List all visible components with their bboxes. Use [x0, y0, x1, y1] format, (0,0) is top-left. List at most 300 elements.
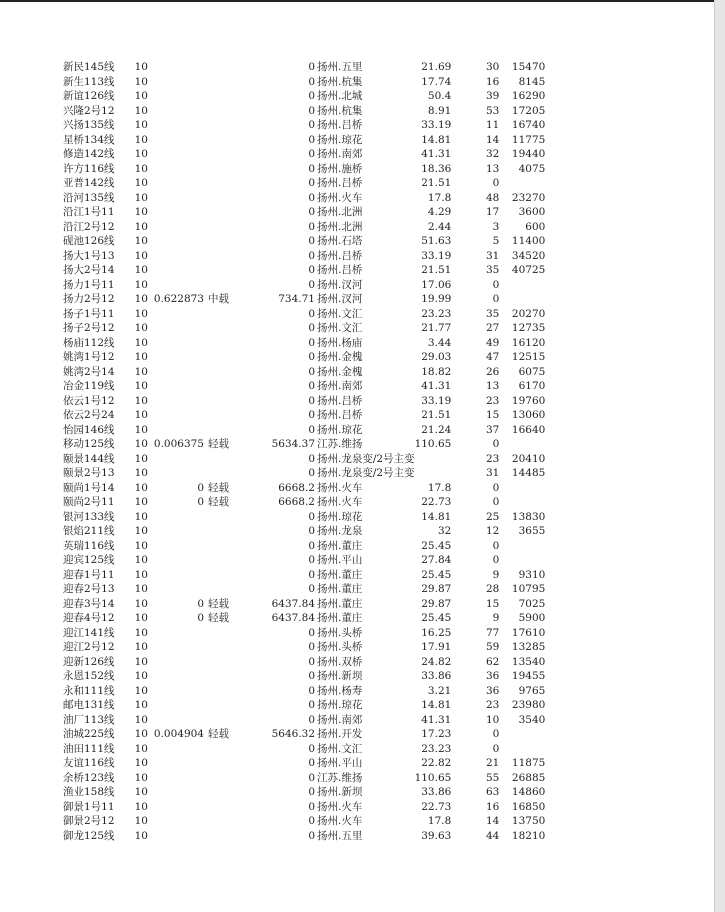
load-status-cell: [204, 626, 238, 641]
load-rate-cell: [148, 698, 204, 713]
load-status-cell: [204, 75, 238, 90]
page-right-edge: [714, 0, 725, 912]
load-rate-cell: [148, 713, 204, 728]
line-name-cell: 迎江2号12: [63, 641, 115, 653]
substation-cell: 扬州.董庄: [317, 597, 363, 610]
voltage-cell: 10: [134, 148, 148, 160]
table-row: [63, 423, 545, 438]
count-cell: 12: [485, 525, 500, 537]
line-name-cell: 英瑞116线: [63, 539, 115, 552]
load-status-cell: [204, 553, 238, 568]
load-status-cell: [204, 365, 238, 380]
count-cell: 0: [492, 177, 500, 189]
load-rate-cell: 0.006375: [153, 438, 204, 450]
line-name-cell: 沿江2号12: [63, 220, 115, 233]
voltage-cell: 10: [134, 728, 148, 740]
substation-cell: 江苏.维扬: [317, 771, 363, 784]
voltage-cell: 10: [134, 757, 148, 769]
capacity-cell: 0: [308, 568, 315, 581]
count-cell: 15: [485, 409, 500, 421]
distance-cell: [415, 452, 452, 467]
count-cell: 35: [485, 264, 500, 276]
voltage-cell: 10: [134, 191, 148, 204]
voltage-cell: 10: [134, 336, 148, 349]
capacity-cell: 5634.37: [271, 438, 315, 450]
load-rate-cell: [148, 350, 204, 365]
count-cell: 0: [492, 496, 500, 508]
voltage-cell: 10: [134, 235, 148, 247]
line-name-cell: 御景1号11: [63, 800, 115, 813]
load-status-cell: 轻载: [208, 597, 229, 610]
count-cell: 15: [485, 597, 500, 610]
distance-cell: 3.44: [427, 336, 452, 349]
load-status-cell: [204, 162, 238, 177]
voltage-cell: 10: [134, 829, 148, 842]
count-cell: 0: [492, 438, 500, 450]
line-name-cell: 友谊116线: [63, 757, 115, 769]
load-status-cell: [204, 249, 238, 264]
load-status-cell: 轻载: [208, 438, 229, 450]
total-cell: 16850: [511, 800, 546, 813]
total-cell: 13540: [511, 655, 546, 668]
total-cell: 3600: [518, 206, 546, 218]
substation-cell: 扬州.火车: [317, 815, 363, 827]
voltage-cell: 10: [134, 684, 148, 697]
count-cell: 0: [492, 293, 500, 305]
distance-cell: 21.24: [421, 423, 452, 436]
table-row: [63, 191, 545, 206]
count-cell: 21: [485, 757, 500, 769]
voltage-cell: 10: [134, 771, 148, 784]
table-row: [63, 829, 545, 844]
load-rate-cell: [148, 89, 204, 104]
table-row: [63, 626, 545, 641]
load-rate-cell: [148, 524, 204, 539]
table-body: [63, 60, 545, 843]
load-status-cell: [204, 640, 238, 655]
count-cell: 16: [485, 75, 500, 88]
total-cell: 16290: [511, 90, 546, 102]
substation-cell: 扬州.董庄: [317, 583, 363, 595]
total-cell: 10795: [511, 583, 546, 595]
count-cell: 13: [485, 380, 500, 392]
line-name-cell: 砚池126线: [63, 235, 115, 247]
load-status-cell: [204, 60, 238, 75]
load-rate-cell: [148, 655, 204, 670]
line-name-cell: 永和111线: [63, 684, 115, 697]
total-cell: 13285: [511, 641, 546, 653]
table-row: [63, 713, 545, 728]
total-cell: 600: [525, 220, 546, 233]
line-name-cell: 兴隆2号12: [63, 104, 115, 117]
count-cell: 9: [492, 568, 500, 581]
capacity-cell: 0: [308, 351, 315, 363]
count-cell: 25: [485, 510, 500, 523]
capacity-cell: 0: [308, 307, 315, 320]
total-cell: 13830: [511, 510, 546, 523]
load-rate-cell: [148, 249, 204, 264]
voltage-cell: 10: [134, 133, 148, 146]
substation-cell: 扬州.北洲: [317, 220, 363, 233]
line-name-cell: 迎春4号12: [63, 612, 115, 624]
table-row: [63, 336, 545, 351]
load-rate-cell: [148, 466, 204, 481]
voltage-cell: 10: [134, 815, 148, 827]
count-cell: 0: [492, 481, 500, 494]
line-name-cell: 依云1号12: [63, 394, 115, 407]
voltage-cell: 10: [134, 61, 148, 73]
capacity-cell: 0: [308, 757, 315, 769]
count-cell: 49: [485, 336, 500, 349]
substation-cell: 扬州.石塔: [317, 235, 363, 247]
count-cell: 47: [485, 351, 500, 363]
distance-cell: 22.73: [421, 800, 452, 813]
count-cell: 28: [485, 583, 500, 595]
table-row: [63, 452, 545, 467]
voltage-cell: 10: [134, 481, 148, 494]
substation-cell: 扬州.施桥: [317, 162, 363, 175]
line-name-cell: 颐景2号13: [63, 467, 115, 479]
total-cell: 6075: [518, 365, 546, 378]
distance-cell: 24.82: [421, 655, 452, 668]
capacity-cell: 0: [308, 206, 315, 218]
voltage-cell: 10: [134, 322, 148, 334]
substation-cell: 扬州.南郊: [317, 713, 363, 726]
load-status-cell: [204, 829, 238, 844]
substation-cell: 扬州.金槐: [317, 351, 363, 363]
capacity-cell: 734.71: [278, 293, 315, 305]
load-rate-cell: [148, 742, 204, 757]
line-name-cell: 新生113线: [63, 75, 115, 88]
total-cell: 17205: [511, 104, 546, 117]
line-name-cell: 沿河135线: [63, 191, 115, 204]
line-name-cell: 扬大2号14: [63, 264, 115, 276]
total-cell: 12735: [511, 322, 546, 334]
total-cell: 23270: [511, 191, 546, 204]
table-row: [63, 220, 545, 235]
distance-cell: 21.51: [421, 264, 452, 276]
voltage-cell: 10: [134, 626, 148, 639]
voltage-cell: 10: [134, 496, 148, 508]
table-row: [63, 510, 545, 525]
line-name-cell: 冶金119线: [63, 380, 115, 392]
load-status-cell: 轻载: [208, 728, 229, 740]
voltage-cell: 10: [134, 365, 148, 378]
load-status-cell: [204, 524, 238, 539]
line-name-cell: 银焰211线: [63, 525, 115, 537]
capacity-cell: 0: [308, 742, 315, 755]
table-row: [63, 539, 545, 554]
table-row: [63, 292, 545, 307]
distance-cell: 25.45: [421, 568, 452, 581]
substation-cell: 扬州.平山: [317, 757, 363, 769]
substation-cell: 扬州.吕桥: [317, 119, 363, 131]
load-rate-cell: [148, 640, 204, 655]
substation-cell: 扬州.南郊: [317, 380, 363, 392]
line-name-cell: 移动125线: [63, 438, 115, 450]
table-row: [63, 582, 545, 597]
capacity-cell: 0: [308, 365, 315, 378]
load-status-cell: [204, 408, 238, 423]
load-rate-cell: 0: [197, 612, 204, 624]
voltage-cell: 10: [134, 583, 148, 595]
substation-cell: 扬州.琼花: [317, 510, 363, 523]
substation-cell: 扬州.汊河: [317, 278, 363, 291]
line-name-cell: 怡园146线: [63, 423, 115, 436]
load-rate-cell: [148, 684, 204, 699]
count-cell: 9: [492, 612, 500, 624]
capacity-cell: 0: [308, 800, 315, 813]
capacity-cell: 6668.2: [278, 481, 315, 494]
distance-cell: 17.06: [421, 278, 452, 291]
capacity-cell: 0: [308, 409, 315, 421]
load-rate-cell: [148, 582, 204, 597]
capacity-cell: 0: [308, 322, 315, 334]
load-status-cell: [204, 147, 238, 162]
capacity-cell: 0: [308, 423, 315, 436]
substation-cell: 扬州.五里: [317, 61, 363, 73]
voltage-cell: 10: [134, 510, 148, 523]
data-table: [63, 60, 545, 843]
load-status-cell: [204, 263, 238, 278]
load-rate-cell: 0.004904: [153, 728, 204, 740]
total-cell: 40725: [511, 264, 546, 276]
capacity-cell: 0: [308, 655, 315, 668]
capacity-cell: 0: [308, 626, 315, 639]
line-name-cell: 迎春1号11: [63, 568, 115, 581]
substation-cell: 扬州.吕桥: [317, 394, 363, 407]
count-cell: 48: [485, 191, 500, 204]
voltage-cell: 10: [134, 438, 148, 450]
distance-cell: 33.86: [421, 670, 452, 682]
load-status-cell: [204, 452, 238, 467]
capacity-cell: 0: [308, 510, 315, 523]
substation-cell: 扬州.琼花: [317, 133, 363, 146]
line-name-cell: 迎江141线: [63, 626, 115, 639]
table-row: [63, 684, 545, 699]
load-rate-cell: [148, 408, 204, 423]
distance-cell: 21.69: [421, 61, 452, 73]
line-name-cell: 颐景144线: [63, 452, 115, 465]
distance-cell: 21.77: [421, 322, 452, 334]
voltage-cell: 10: [134, 568, 148, 581]
total-cell: [499, 437, 545, 452]
load-status-cell: [204, 510, 238, 525]
distance-cell: 39.63: [421, 829, 452, 842]
count-cell: 17: [485, 206, 500, 218]
count-cell: 0: [492, 554, 500, 566]
total-cell: 16740: [511, 119, 546, 131]
capacity-cell: 0: [308, 220, 315, 233]
line-name-cell: 颐尚2号11: [63, 496, 115, 508]
total-cell: [499, 176, 545, 191]
voltage-cell: 10: [134, 423, 148, 436]
capacity-cell: 0: [308, 336, 315, 349]
voltage-cell: 10: [134, 539, 148, 552]
line-name-cell: 亚普142线: [63, 177, 115, 189]
capacity-cell: 0: [308, 278, 315, 291]
load-status-cell: [204, 350, 238, 365]
load-rate-cell: [148, 568, 204, 583]
load-status-cell: [204, 176, 238, 191]
substation-cell: 扬州.火车: [317, 191, 363, 204]
substation-cell: 扬州.火车: [317, 800, 363, 813]
load-rate-cell: [148, 147, 204, 162]
load-status-cell: [204, 89, 238, 104]
line-name-cell: 迎新126线: [63, 655, 115, 668]
load-rate-cell: [148, 176, 204, 191]
count-cell: 5: [492, 235, 500, 247]
count-cell: 59: [485, 641, 500, 653]
table-row: [63, 60, 545, 75]
table-row: [63, 147, 545, 162]
distance-cell: 23.23: [421, 742, 452, 755]
table-row: [63, 495, 545, 510]
distance-cell: 50.4: [427, 90, 452, 102]
capacity-cell: 0: [308, 554, 315, 566]
distance-cell: 17.23: [421, 728, 452, 740]
substation-cell: 扬州.开发: [317, 728, 363, 740]
load-rate-cell: 0: [197, 496, 204, 508]
table-row: [63, 408, 545, 423]
count-cell: 3: [492, 220, 500, 233]
distance-cell: 16.25: [421, 626, 452, 639]
distance-cell: 3.21: [427, 684, 452, 697]
voltage-cell: 10: [134, 293, 148, 305]
substation-cell: 扬州.头桥: [317, 626, 363, 639]
table-row: [63, 205, 545, 220]
load-status-cell: [204, 698, 238, 713]
capacity-cell: 0: [308, 684, 315, 697]
total-cell: 20270: [511, 307, 546, 320]
voltage-cell: 10: [134, 452, 148, 465]
load-rate-cell: [148, 365, 204, 380]
table-row: [63, 133, 545, 148]
substation-cell: 扬州.吕桥: [317, 409, 363, 421]
table-row: [63, 350, 545, 365]
substation-cell: 扬州.琼花: [317, 423, 363, 436]
total-cell: 17610: [511, 626, 546, 639]
count-cell: 14: [485, 815, 500, 827]
voltage-cell: 10: [134, 800, 148, 813]
substation-cell: 扬州.杨寿: [317, 684, 363, 697]
line-name-cell: 迎春2号13: [63, 583, 115, 595]
table-row: [63, 655, 545, 670]
table-row: [63, 365, 545, 380]
load-status-cell: [204, 220, 238, 235]
load-rate-cell: [148, 104, 204, 119]
table-row: [63, 640, 545, 655]
substation-cell: 扬州.双桥: [317, 655, 363, 668]
load-rate-cell: [148, 394, 204, 409]
voltage-cell: 10: [134, 220, 148, 233]
substation-cell: 扬州.文汇: [317, 307, 363, 320]
load-rate-cell: [148, 278, 204, 293]
distance-cell: [415, 466, 452, 481]
total-cell: 19455: [511, 670, 546, 682]
voltage-cell: 10: [134, 351, 148, 363]
load-status-cell: 轻载: [208, 496, 229, 508]
total-cell: [499, 495, 545, 510]
load-rate-cell: [148, 60, 204, 75]
total-cell: 9310: [518, 568, 546, 581]
substation-cell: 扬州.杭集: [317, 104, 363, 117]
distance-cell: 41.31: [421, 148, 452, 160]
table-row: [63, 234, 545, 249]
substation-cell: 扬州.新坝: [317, 670, 363, 682]
total-cell: 7025: [518, 597, 546, 610]
load-status-cell: 轻载: [208, 612, 229, 624]
voltage-cell: 10: [134, 177, 148, 189]
total-cell: 26885: [511, 771, 546, 784]
load-rate-cell: [148, 800, 204, 815]
voltage-cell: 10: [134, 641, 148, 653]
count-cell: 36: [485, 684, 500, 697]
voltage-cell: 10: [134, 612, 148, 624]
table-row: [63, 263, 545, 278]
load-rate-cell: [148, 756, 204, 771]
distance-cell: 22.82: [421, 757, 452, 769]
distance-cell: 17.8: [427, 191, 452, 204]
total-cell: 11400: [511, 235, 546, 247]
load-rate-cell: [148, 452, 204, 467]
distance-cell: 17.74: [421, 75, 452, 88]
total-cell: [499, 742, 545, 757]
distance-cell: 23.23: [421, 307, 452, 320]
total-cell: 16640: [511, 423, 546, 436]
distance-cell: 29.03: [421, 351, 452, 363]
distance-cell: 17.91: [421, 641, 452, 653]
total-cell: [499, 539, 545, 554]
substation-cell: 扬州.文汇: [317, 322, 363, 334]
substation-cell: 扬州.文汇: [317, 742, 363, 755]
table-row: [63, 307, 545, 322]
load-status-cell: [204, 814, 238, 829]
load-rate-cell: [148, 205, 204, 220]
page-top-border: [0, 0, 725, 2]
distance-cell: 33.19: [421, 394, 452, 407]
voltage-cell: 10: [134, 249, 148, 262]
count-cell: 11: [485, 119, 500, 131]
distance-cell: 14.81: [421, 699, 452, 711]
count-cell: 53: [485, 104, 500, 117]
voltage-cell: 10: [134, 307, 148, 320]
total-cell: 13060: [511, 409, 546, 421]
table-row: [63, 597, 545, 612]
line-name-cell: 星桥134线: [63, 133, 115, 146]
load-status-cell: [204, 234, 238, 249]
capacity-cell: 0: [308, 467, 315, 479]
distance-cell: 29.87: [421, 597, 452, 610]
capacity-cell: 0: [308, 452, 315, 465]
load-rate-cell: 0: [197, 597, 204, 610]
table-row: [63, 698, 545, 713]
line-name-cell: 依云2号24: [63, 409, 115, 421]
capacity-cell: 0: [308, 191, 315, 204]
line-name-cell: 杨庙112线: [63, 336, 115, 349]
load-rate-cell: [148, 814, 204, 829]
capacity-cell: 0: [308, 249, 315, 262]
total-cell: 3540: [518, 713, 546, 726]
distance-cell: 110.65: [414, 438, 452, 450]
load-status-cell: [204, 655, 238, 670]
distance-cell: 29.87: [421, 583, 452, 595]
distance-cell: 17.8: [427, 481, 452, 494]
load-status-cell: [204, 669, 238, 684]
total-cell: 19760: [511, 394, 546, 407]
total-cell: 4075: [518, 162, 546, 175]
line-name-cell: 御景2号12: [63, 815, 115, 827]
